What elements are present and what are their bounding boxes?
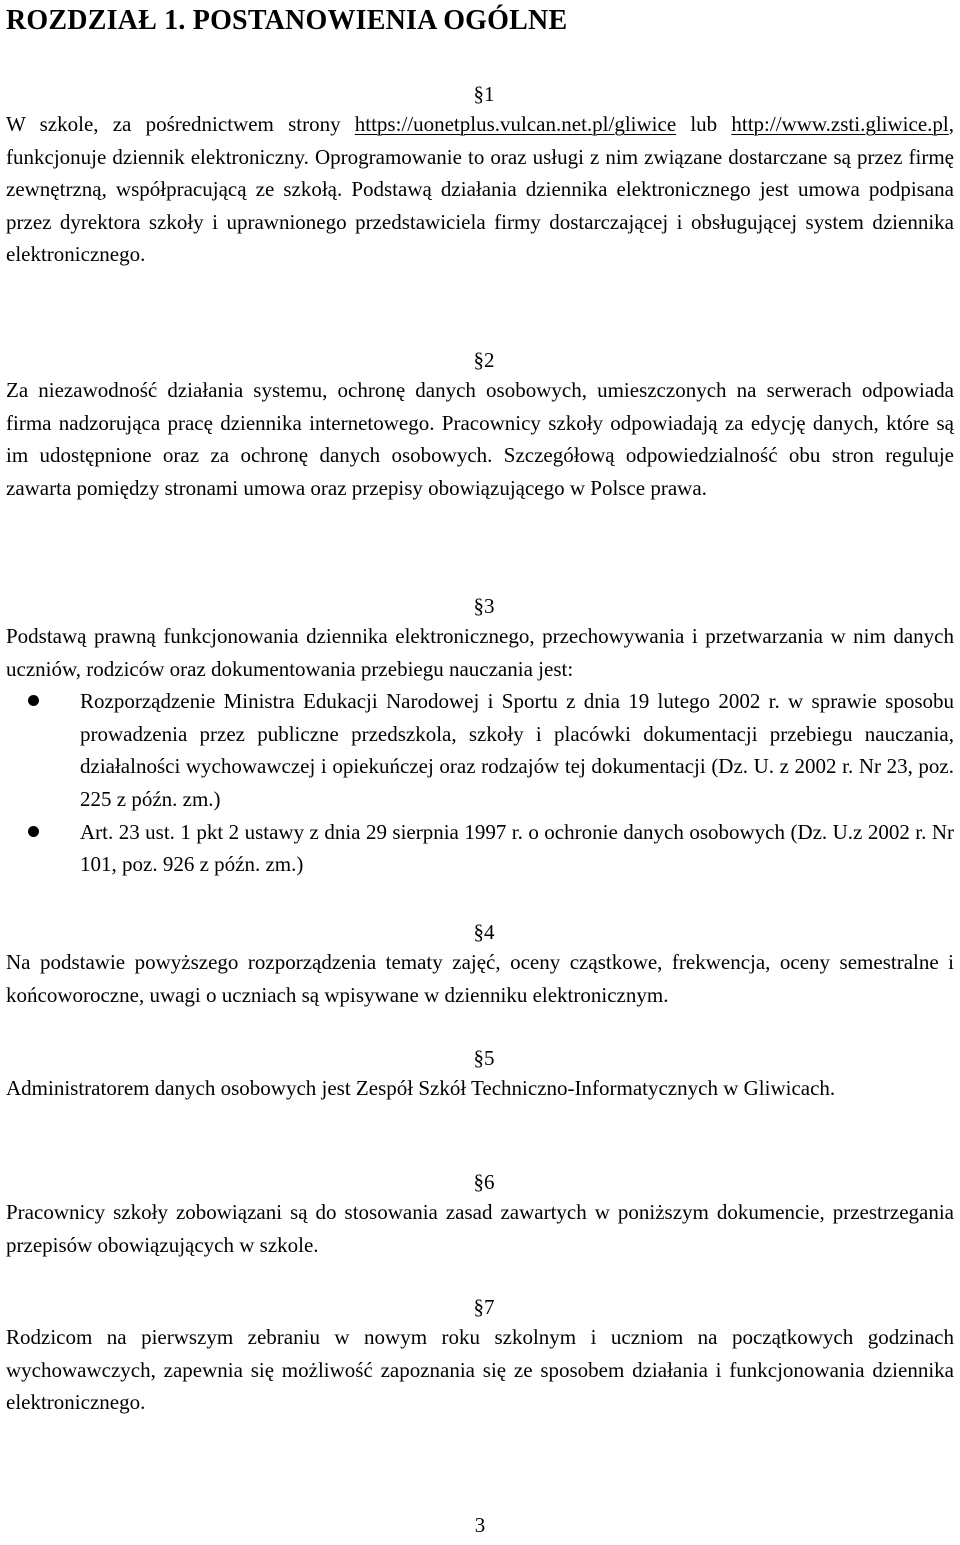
legal-basis-list: [6, 685, 954, 881]
section-paragraph: Za niezawodność działania systemu, ochronę danych osobowych, umieszczonych na serwerach odpowiada firma nadzorująca pracę dziennika internetowego. Pracownicy szkoły odpowiadają za edycję danych, które są im udostępnione oraz za ochronę danych osobowych. Szczegółową odpowiedzialność obu stron reguluje zawarta pomiędzy stronami umowa oraz przepisy obowiązującego w Polsce prawa.: [6, 378, 954, 500]
section-3: [6, 592, 954, 881]
page-number: 3: [474, 1513, 486, 1537]
chapter-title: ROZDZIAŁ 1. POSTANOWIENIA OGÓLNE: [6, 5, 568, 36]
section-paragraph: Rodzicom na pierwszym zebraniu w nowym roku szkolnym i uczniom na początkowych godzinach wychowawczych, zapewnia się możliwość zapoznania się ze sposobem działania i funkcjonowania dziennika elektronicznego.: [6, 1325, 954, 1415]
section-1: [6, 80, 954, 271]
vulcan-link[interactable]: https://uonetplus.vulcan.net.pl/gliwice: [354, 112, 677, 136]
section-number: §1: [473, 82, 495, 106]
list-item-text: Rozporządzenie Ministra Edukacji Narodowej i Sportu z dnia 19 lutego 2002 r. w sprawie sposobu prowadzenia przez publiczne przedszkola, szkoły i placówki dokumentacji przebiegu nauczania, działalności wychowawczej i opiekuńczej oraz rodzajów tej dokumentacji (Dz. U. z 2002 r. Nr 23, poz. 225 z późn. zm.): [80, 689, 954, 811]
section-paragraph: Podstawą prawną funkcjonowania dziennika elektronicznego, przechowywania i przetwarzania w nim danych uczniów, rodziców oraz dokumentowania przebiegu nauczania jest:: [6, 624, 954, 681]
list-item-text: Art. 23 ust. 1 pkt 2 ustawy z dnia 29 sierpnia 1997 r. o ochronie danych osobowych (Dz. U.z 2002 r. Nr 101, poz. 926 z późn. zm.): [80, 819, 954, 877]
section-number: §2: [473, 348, 495, 372]
section-4: [6, 918, 954, 1011]
paragraph-text: lub: [676, 112, 732, 136]
section-paragraph: Pracownicy szkoły zobowiązani są do stosowania zasad zawartych w poniższym dokumencie, przestrzegania przepisów obowiązujących w szkole.: [6, 1200, 954, 1257]
bullet-icon: [28, 695, 39, 706]
section-number: §7: [473, 1295, 495, 1319]
section-6: [6, 1168, 954, 1261]
paragraph-text: W szkole, za pośrednictwem strony: [6, 112, 355, 136]
section-number: §6: [473, 1170, 495, 1194]
bullet-icon: [28, 826, 39, 837]
section-2: [6, 346, 954, 504]
section-paragraph: Administratorem danych osobowych jest Zespół Szkół Techniczno-Informatycznych w Gliwicach.: [6, 1076, 836, 1100]
school-website-link[interactable]: http://www.zsti.gliwice.pl: [731, 112, 949, 136]
section-7: [6, 1293, 954, 1419]
section-number: §5: [473, 1046, 495, 1070]
list-item: [6, 816, 954, 881]
section-number: §3: [473, 594, 495, 618]
section-number: §4: [473, 920, 495, 944]
list-item: [6, 685, 954, 815]
section-paragraph: Na podstawie powyższego rozporządzenia tematy zajęć, oceny cząstkowe, frekwencja, oceny semestralne i końcoworoczne, uwagi o uczniach są wpisywane w dzienniku elektronicznym.: [6, 950, 954, 1007]
section-paragraph: [6, 108, 954, 271]
paragraph-text: , funkcjonuje dziennik elektroniczny. Oprogramowanie to oraz usługi z nim związane dostarczane są przez firmę zewnętrzną, współpracującą ze szkołą. Podstawą działania dziennika elektronicznego jest umowa podpisana przez dyrektora szkoły i uprawnionego przedstawiciela firmy dostarczającej i obsługującej system dziennika elektronicznego.: [6, 112, 954, 267]
section-5: [6, 1044, 954, 1105]
